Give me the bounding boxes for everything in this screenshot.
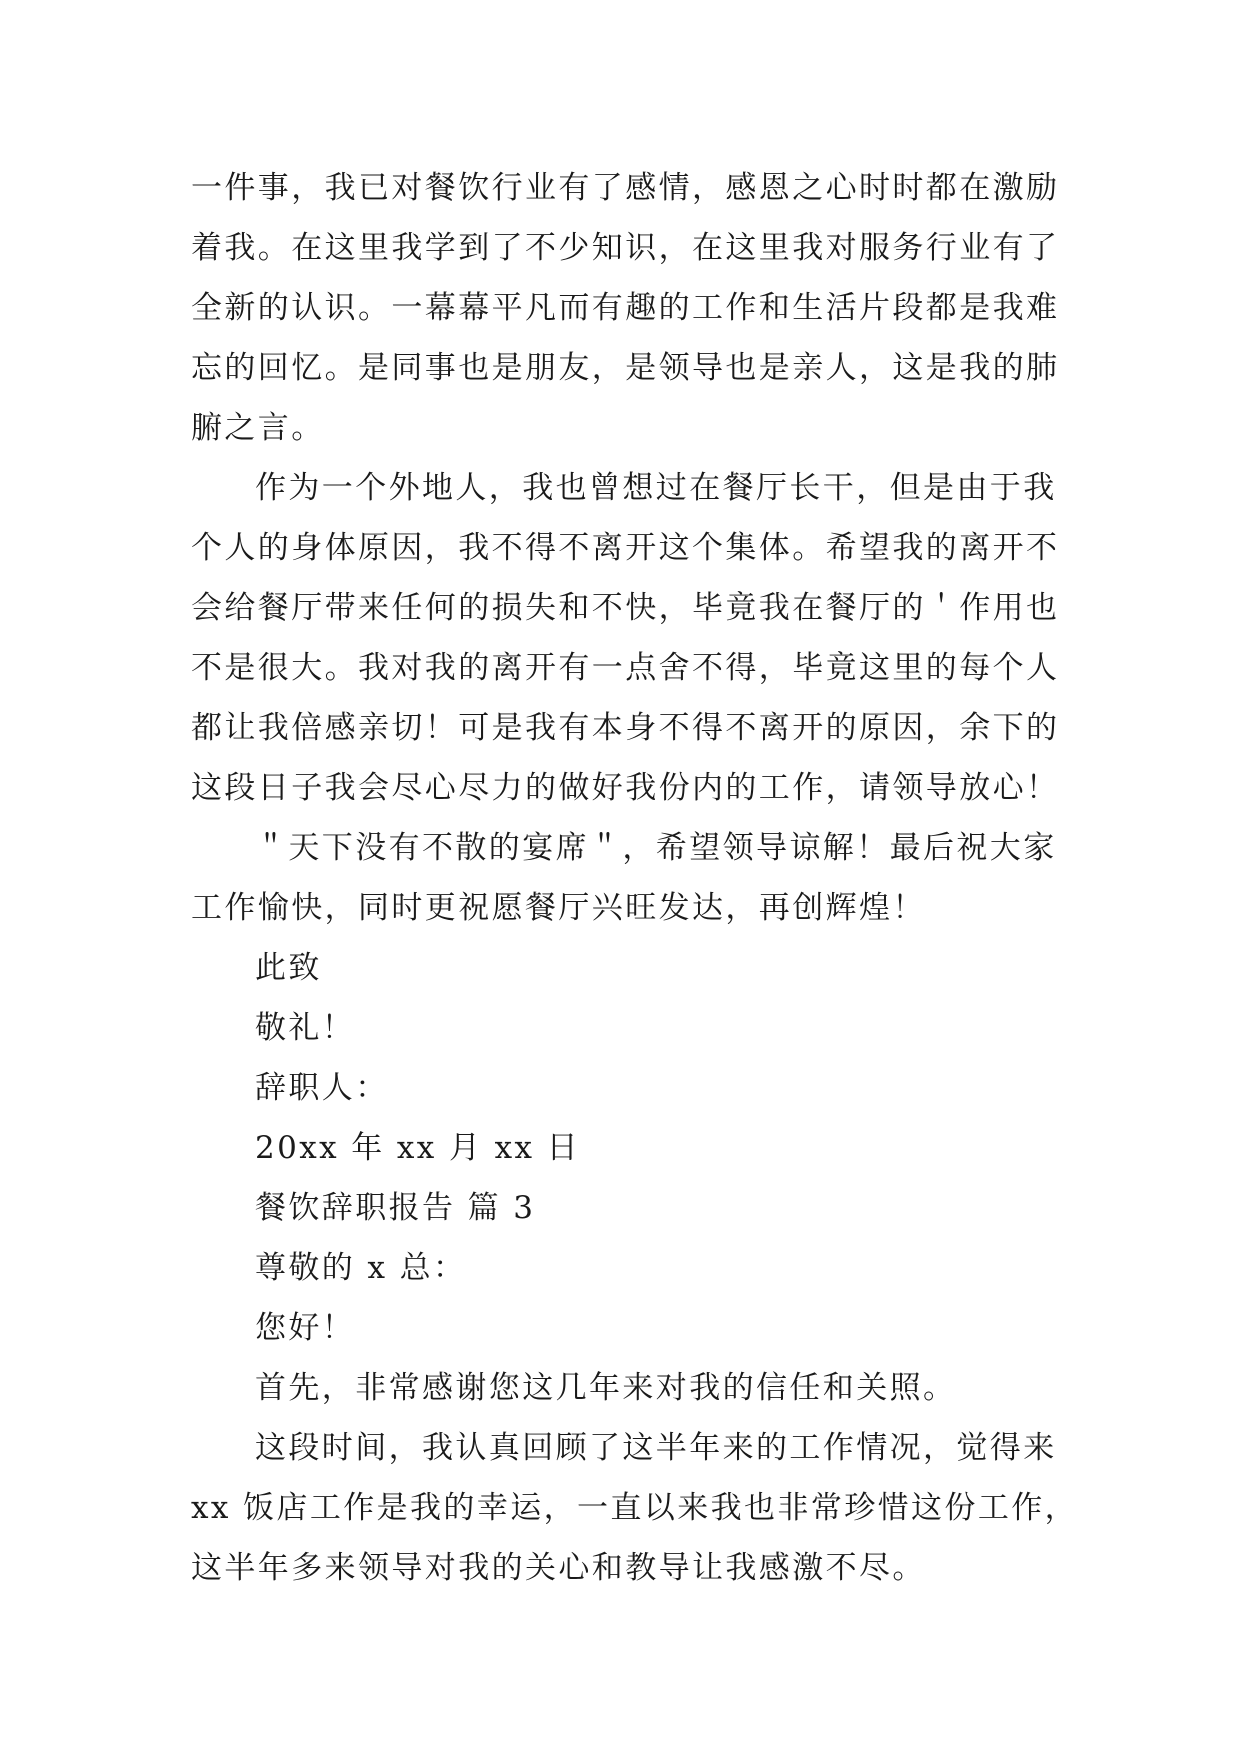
letter-body (191, 158, 1079, 1598)
text-line: 这段日子我会尽心尽力的做好我份内的工作，请领导放心！ (191, 770, 1060, 806)
text-line: xx 饭店工作是我的幸运，一直以来我也非常珍惜这份工作， (191, 1490, 1079, 1526)
text-line: 腑之言。 (191, 410, 325, 446)
letter-date: 20xx 年 xx 月 xx 日 (255, 1130, 581, 1166)
paragraph-start-line: 作为一个外地人，我也曾想过在餐厅长干，但是由于我 (255, 470, 1057, 506)
text-line: 忘的回忆。是同事也是朋友，是领导也是亲人，这是我的肺 (191, 350, 1060, 386)
paragraph-start-line: ＂天下没有不散的宴席＂，希望领导谅解！最后祝大家 (255, 830, 1057, 866)
text-line: 不是很大。我对我的离开有一点舍不得，毕竟这里的每个人 (191, 650, 1060, 686)
greeting: 您好！ (255, 1310, 356, 1346)
text-line: 这半年多来领导对我的关心和教导让我感激不尽。 (191, 1550, 926, 1586)
recipient-greeting: 尊敬的 x 总： (255, 1250, 467, 1286)
text-line: 工作愉快，同时更祝愿餐厅兴旺发达，再创辉煌！ (191, 890, 926, 926)
paragraph-start-line: 首先，非常感谢您这几年来对我的信任和关照。 (255, 1370, 957, 1406)
paragraph-start-line: 这段时间，我认真回顾了这半年来的工作情况，觉得来 (255, 1430, 1057, 1466)
signature-label: 辞职人： (255, 1070, 389, 1106)
text-line: 都让我倍感亲切！可是我有本身不得不离开的原因，余下的 (191, 710, 1060, 746)
text-line: 个人的身体原因，我不得不离开这个集体。希望我的离开不 (191, 530, 1060, 566)
text-line: 会给餐厅带来任何的损失和不快，毕竟我在餐厅的＇作用也 (191, 590, 1060, 626)
text-line: 着我。在这里我学到了不少知识，在这里我对服务行业有了 (191, 230, 1060, 266)
closing-salutation: 此致 (255, 950, 322, 986)
text-line: 一件事，我已对餐饮行业有了感情，感恩之心时时都在激励 (191, 170, 1060, 206)
section-heading: 餐饮辞职报告 篇 3 (255, 1190, 536, 1226)
text-line: 全新的认识。一幕幕平凡而有趣的工作和生活片段都是我难 (191, 290, 1060, 326)
closing-regards: 敬礼！ (255, 1010, 356, 1046)
